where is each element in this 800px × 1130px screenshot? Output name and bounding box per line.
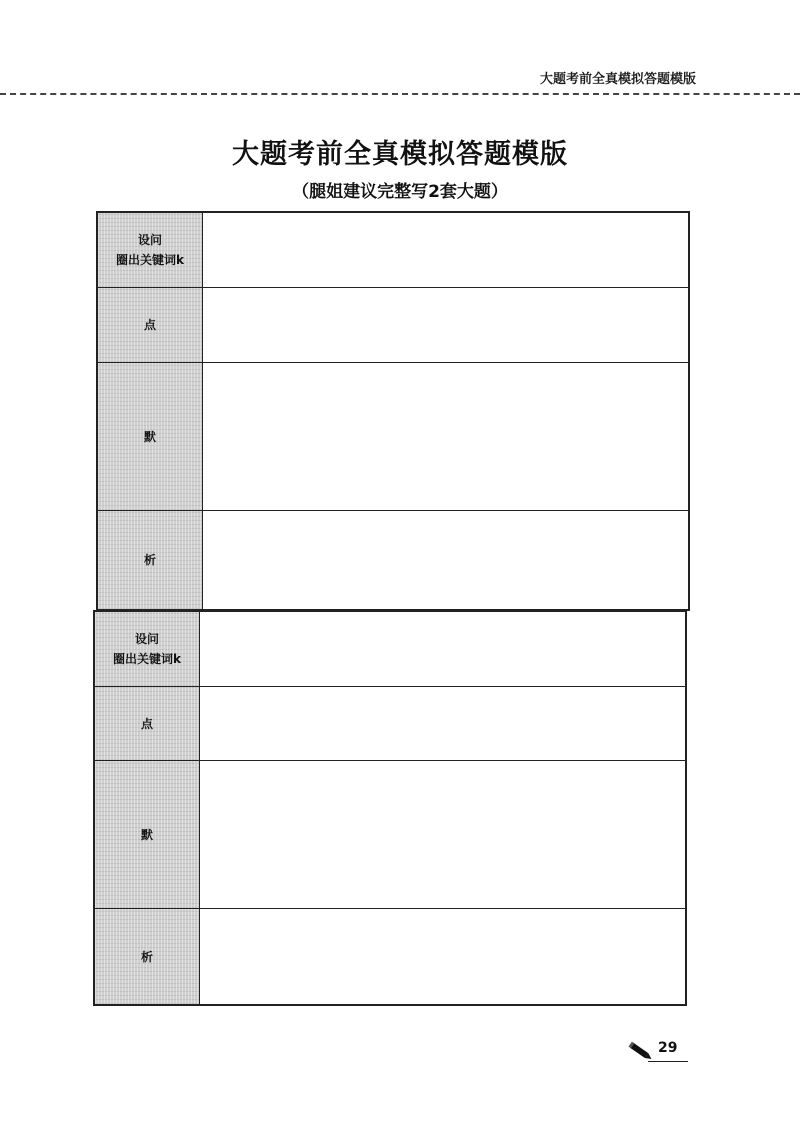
- label-line: 点: [140, 716, 153, 731]
- table-row-point: [98, 288, 688, 363]
- row-label: [95, 761, 200, 908]
- answer-cell[interactable]: [200, 687, 685, 760]
- row-label: [98, 288, 203, 362]
- running-header: 大题考前全真模拟答题模版: [539, 72, 696, 87]
- answer-table-2: [93, 610, 687, 1006]
- page-number: 29: [658, 1040, 678, 1056]
- label-line: 圈出关键词k: [116, 253, 184, 267]
- label-line: 点: [143, 318, 156, 332]
- row-label: [98, 213, 203, 287]
- answer-cell[interactable]: [200, 761, 685, 908]
- answer-cell[interactable]: [203, 511, 688, 609]
- label-line: 析: [143, 553, 156, 567]
- table-row-question: [98, 213, 688, 288]
- page-subtitle: （腿姐建议完整写2套大题）: [292, 182, 508, 202]
- page-title: 大题考前全真模拟答题模版: [232, 139, 568, 170]
- table-row-recite: [98, 363, 688, 511]
- row-label: [95, 909, 200, 1004]
- table-row-question: [95, 612, 685, 687]
- table-row-recite: [95, 761, 685, 909]
- answer-cell[interactable]: [203, 363, 688, 510]
- row-label: [95, 687, 200, 760]
- label-line: 默: [143, 429, 156, 444]
- answer-cell[interactable]: [203, 213, 688, 287]
- answer-table-1: [96, 211, 690, 611]
- table-row-point: [95, 687, 685, 761]
- label-line: 圈出关键词k: [113, 652, 181, 666]
- table-row-analysis: [98, 511, 688, 609]
- answer-cell[interactable]: [203, 288, 688, 362]
- label-line: 默: [140, 827, 153, 842]
- label-line: 设问: [134, 632, 159, 646]
- label-line: 设问: [137, 233, 162, 247]
- answer-cell[interactable]: [200, 909, 685, 1004]
- header-divider: [0, 93, 800, 95]
- label-line: 析: [140, 949, 153, 964]
- table-row-analysis: [95, 909, 685, 1004]
- row-label: [98, 363, 203, 510]
- page-number-underline: [648, 1061, 688, 1062]
- answer-cell[interactable]: [200, 612, 685, 686]
- row-label: [95, 612, 200, 686]
- row-label: [98, 511, 203, 609]
